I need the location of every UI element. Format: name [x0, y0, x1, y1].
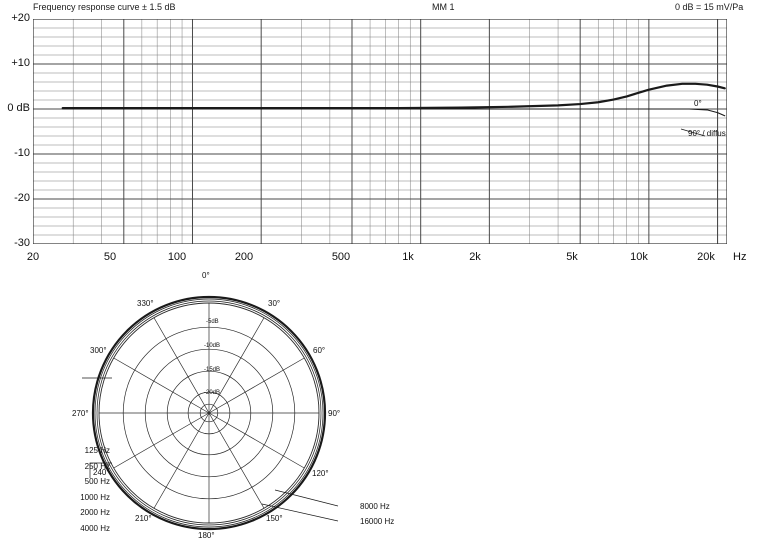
- legend-item-4000hz: 4000 Hz: [80, 523, 110, 533]
- legend-item-125hz: 125 Hz: [84, 446, 110, 455]
- fr-xtick-500: 500: [331, 251, 351, 263]
- legend-item-500hz: 500 Hz: [84, 477, 110, 486]
- legend-item-250hz: 250 Hz: [84, 461, 110, 471]
- fr-ytick-minus10: -10: [14, 147, 30, 159]
- polar-ring-minus20: -20dB: [204, 390, 221, 396]
- polar-angle-30: 30°: [268, 299, 281, 308]
- polar-angle-0: 0°: [202, 271, 210, 280]
- fr-xtick-50: 50: [103, 251, 117, 263]
- polar-ring-minus10: -10dB: [204, 343, 221, 349]
- fr-ytick-minus30: -30: [14, 237, 30, 249]
- polar-angle-150: 150°: [266, 514, 283, 523]
- polar-angle-240: 240°: [93, 468, 110, 477]
- curve-label-90deg: 90° / diffus: [688, 129, 726, 138]
- fr-xtick-10k: 10k: [630, 251, 648, 263]
- fr-xtick-200: 200: [234, 251, 254, 263]
- polar-angle-330: 330°: [137, 299, 154, 308]
- fr-xtick-100: 100: [167, 251, 187, 263]
- fr-xtick-5k: 5k: [566, 251, 578, 263]
- legend-item-1000hz: 1000 Hz: [80, 492, 110, 502]
- polar-angle-270: 270°: [72, 409, 89, 418]
- frequency-response-chart: [7, 12, 747, 263]
- polar-ring-minus15: -15dB: [204, 367, 221, 373]
- polar-frequency-legend: [20, 443, 110, 536]
- curve-label-0deg: 0°: [694, 99, 702, 108]
- fr-xtick-20: 20: [26, 251, 40, 263]
- fr-ytick-0db: 0 dB: [7, 102, 30, 114]
- fr-xtick-2k: 2k: [469, 251, 481, 263]
- fr-title: Frequency response curve ± 1.5 dB: [33, 2, 176, 12]
- polar-angle-120: 120°: [312, 469, 329, 478]
- fr-ytick-minus20: -20: [14, 192, 30, 204]
- polar-angle-300: 300°: [90, 346, 107, 355]
- polar-angle-60: 60°: [313, 346, 326, 355]
- callout-8000hz: 8000 Hz: [360, 502, 390, 511]
- fr-ytick-plus20: +20: [11, 12, 30, 24]
- callout-16000hz: 16000 Hz: [360, 517, 395, 526]
- polar-angle-90: 90°: [328, 409, 341, 418]
- polar-ring-minus5: -5dB: [206, 319, 219, 325]
- fr-xtick-1k: 1k: [402, 251, 414, 263]
- fr-xtick-20k: 20k: [697, 251, 715, 263]
- legend-item-2000hz: 2000 Hz: [80, 508, 110, 517]
- fr-xaxis-unit: Hz: [733, 251, 747, 263]
- polar-angle-180: 180°: [198, 531, 215, 540]
- fr-svg: [33, 19, 727, 244]
- model-name: MM 1: [432, 2, 455, 12]
- fr-ytick-plus10: +10: [11, 57, 30, 69]
- polar-angle-210: 210°: [135, 514, 152, 523]
- fr-reference: 0 dB = 15 mV/Pa: [675, 2, 744, 12]
